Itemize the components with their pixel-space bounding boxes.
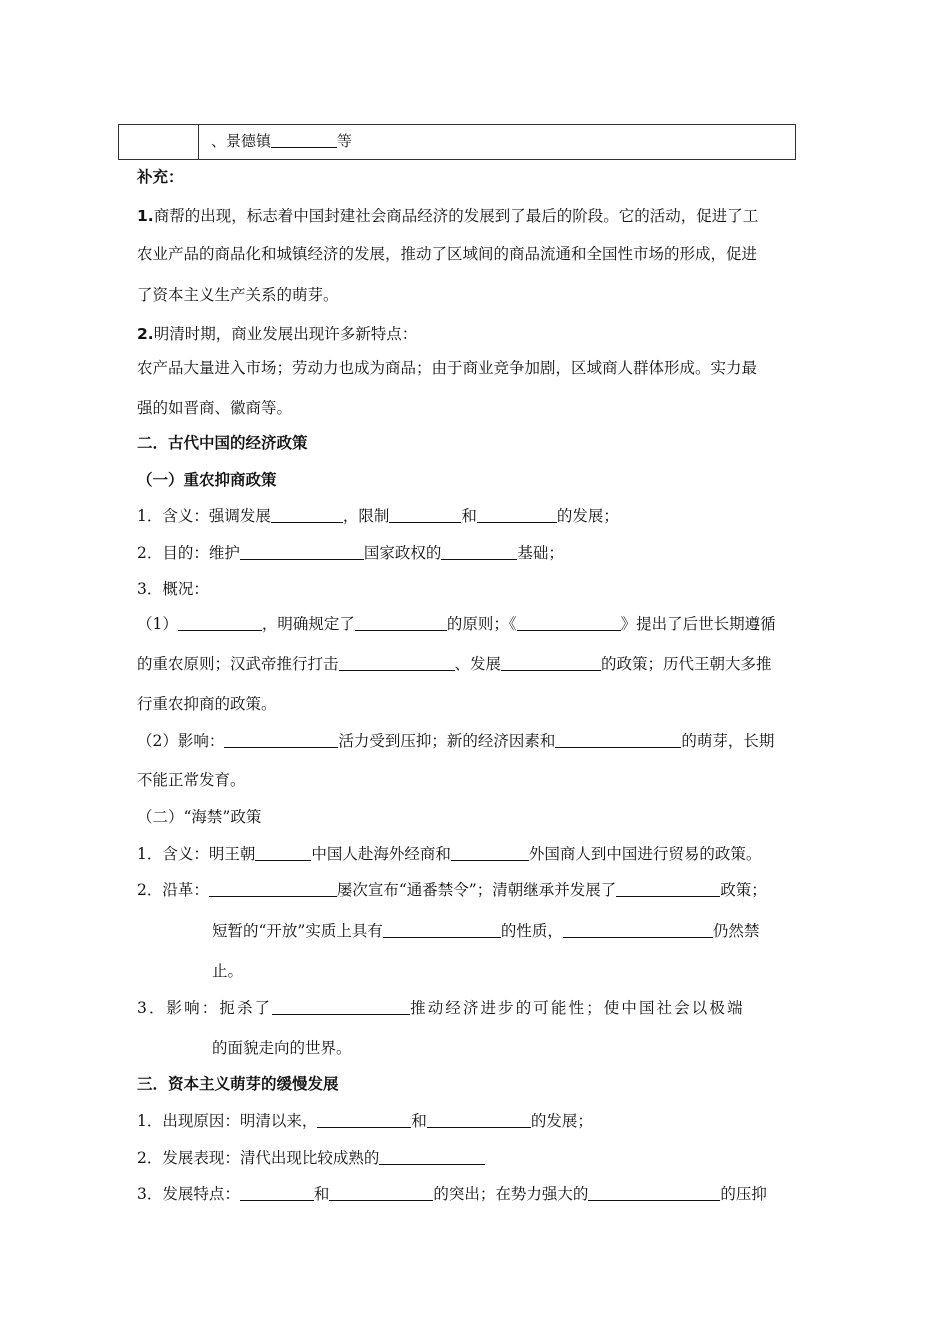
fill-blank bbox=[178, 616, 262, 631]
fill-blank bbox=[616, 882, 720, 897]
s2-line13 bbox=[137, 998, 745, 1018]
supplement-p1-line2: 农业产品的商品化和城镇经济的发展，推动了区域间的商品流通和全国性市场的形成，促进 bbox=[137, 245, 758, 263]
fill-blank bbox=[517, 616, 621, 631]
s3-line1 bbox=[137, 1111, 593, 1131]
s2-line12: 止。 bbox=[212, 962, 244, 980]
table-text-b: 等 bbox=[337, 132, 353, 150]
text-segment: 和 bbox=[313, 1185, 330, 1203]
text-segment: 3．发展特点： bbox=[137, 1185, 240, 1203]
fill-blank bbox=[224, 733, 338, 748]
text-segment: 2．沿革： bbox=[137, 881, 209, 899]
text-segment: 2．目的：维护 bbox=[137, 544, 240, 562]
fill-blank bbox=[271, 133, 337, 148]
text-segment: ，明确规定了 bbox=[261, 615, 355, 633]
text-segment: 外国商人到中国进行贸易的政策。 bbox=[528, 845, 762, 863]
text-segment: 和 bbox=[411, 1112, 427, 1130]
text-segment: 1．含义：强调发展 bbox=[137, 507, 271, 525]
text-segment: 基础； bbox=[517, 544, 564, 562]
text-segment: 政策； bbox=[720, 881, 767, 899]
section3-title: 三．资本主义萌芽的缓慢发展 bbox=[137, 1075, 339, 1093]
text-segment: 1．出现原因：明清以来， bbox=[137, 1112, 318, 1130]
text-segment: 的发展； bbox=[530, 1112, 593, 1130]
text-segment: 的萌芽，长期 bbox=[681, 732, 775, 750]
table-text-a: 、景德镇 bbox=[211, 132, 272, 150]
text-segment: 屡次宣布“通番禁令”；清朝继承并发展了 bbox=[336, 881, 617, 899]
text-segment: 的原则；《 bbox=[446, 615, 517, 633]
fill-blank bbox=[441, 545, 517, 560]
section2-sub2: （二）“海禁”政策 bbox=[137, 808, 262, 826]
fill-blank bbox=[379, 1150, 485, 1165]
supplement-p2-line1: 农产品大量进入市场；劳动力也成为商品；由于商业竞争加剧，区域商人群体形成。实力最 bbox=[137, 359, 758, 377]
s2-line9 bbox=[137, 844, 761, 864]
section2-title: 二．古代中国的经济政策 bbox=[137, 434, 308, 452]
s2-line4 bbox=[137, 614, 776, 634]
s2-line6: 行重农抑商的政策。 bbox=[137, 695, 277, 713]
s2-line10 bbox=[137, 880, 767, 900]
text-segment: 国家政权的 bbox=[363, 544, 442, 562]
fill-blank bbox=[339, 656, 455, 671]
item-number: 1. bbox=[137, 207, 154, 225]
fill-blank bbox=[389, 508, 461, 523]
supplement-p1-line3: 了资本主义生产关系的萌芽。 bbox=[137, 286, 339, 304]
text-segment: 的政策；历代王朝大多推 bbox=[601, 655, 772, 673]
text-segment: 和 bbox=[461, 507, 477, 525]
fill-blank bbox=[255, 846, 311, 861]
fill-blank bbox=[329, 1186, 433, 1201]
text-segment: 》提出了后世长期遵循 bbox=[620, 615, 776, 633]
fill-blank bbox=[451, 846, 529, 861]
text-segment: 的发展； bbox=[556, 507, 619, 525]
fill-blank bbox=[240, 1186, 314, 1201]
text-segment: 推动经济进步的可能性；使中国社会以极端 bbox=[410, 999, 745, 1017]
s2-line3: 3．概况： bbox=[137, 580, 209, 598]
table-cell bbox=[211, 130, 352, 151]
fill-blank bbox=[355, 616, 447, 631]
section2-sub1: （一）重农抑商政策 bbox=[137, 471, 277, 489]
fill-blank bbox=[555, 733, 681, 748]
text-segment: 、发展 bbox=[454, 655, 502, 673]
fill-blank bbox=[240, 545, 364, 560]
item-number: 2. bbox=[137, 325, 154, 343]
fill-blank bbox=[501, 656, 601, 671]
s2-line5 bbox=[137, 654, 772, 674]
paragraph-text: 商帮的出现，标志着中国封建社会商品经济的发展到了最后的阶段。它的活动，促进了工 bbox=[153, 207, 759, 225]
fill-blank bbox=[317, 1113, 411, 1128]
supplement-p1-line1 bbox=[137, 206, 758, 226]
text-segment: ，限制 bbox=[342, 507, 390, 525]
s2-line8: 不能正常发育。 bbox=[137, 771, 246, 789]
text-segment: 短暂的“开放”实质上具有 bbox=[212, 922, 383, 940]
paragraph-text: 明清时期，商业发展出现许多新特点： bbox=[153, 325, 418, 343]
fill-blank bbox=[272, 1000, 410, 1015]
supplement-p2-title bbox=[137, 324, 417, 344]
s2-line1 bbox=[137, 506, 619, 526]
supplement-heading: 补充： bbox=[137, 168, 184, 186]
fill-blank bbox=[383, 923, 501, 938]
text-segment: （1） bbox=[137, 615, 178, 633]
text-segment: 2．发展表现：清代出现比较成熟的 bbox=[137, 1149, 380, 1167]
fill-blank bbox=[563, 923, 713, 938]
s2-line7 bbox=[137, 731, 774, 751]
text-segment: （2）影响： bbox=[137, 732, 225, 750]
fill-blank bbox=[209, 882, 337, 897]
supplement-p2-line2: 强的如晋商、徽商等。 bbox=[137, 399, 293, 417]
text-segment: 1．含义：明王朝 bbox=[137, 845, 256, 863]
s2-line14: 的面貌走向的世界。 bbox=[212, 1039, 352, 1057]
s3-line2 bbox=[137, 1148, 485, 1168]
text-segment: 的压抑 bbox=[720, 1185, 767, 1203]
table-divider bbox=[198, 125, 199, 159]
text-segment: 的重农原则；汉武帝推行打击 bbox=[137, 655, 339, 673]
s2-line11 bbox=[212, 921, 759, 941]
fill-blank bbox=[588, 1186, 720, 1201]
fill-blank bbox=[477, 508, 557, 523]
text-segment: 活力受到压抑；新的经济因素和 bbox=[338, 732, 556, 750]
fill-blank bbox=[427, 1113, 531, 1128]
text-segment: 3．影响：扼杀了 bbox=[137, 999, 273, 1017]
text-segment: 中国人赴海外经商和 bbox=[311, 845, 451, 863]
text-segment: 仍然禁 bbox=[712, 922, 760, 940]
table-row bbox=[118, 124, 796, 160]
s3-line3 bbox=[137, 1184, 767, 1204]
text-segment: 的性质， bbox=[500, 922, 563, 940]
fill-blank bbox=[271, 508, 343, 523]
s2-line2 bbox=[137, 543, 564, 563]
text-segment: 的突出；在势力强大的 bbox=[433, 1185, 589, 1203]
